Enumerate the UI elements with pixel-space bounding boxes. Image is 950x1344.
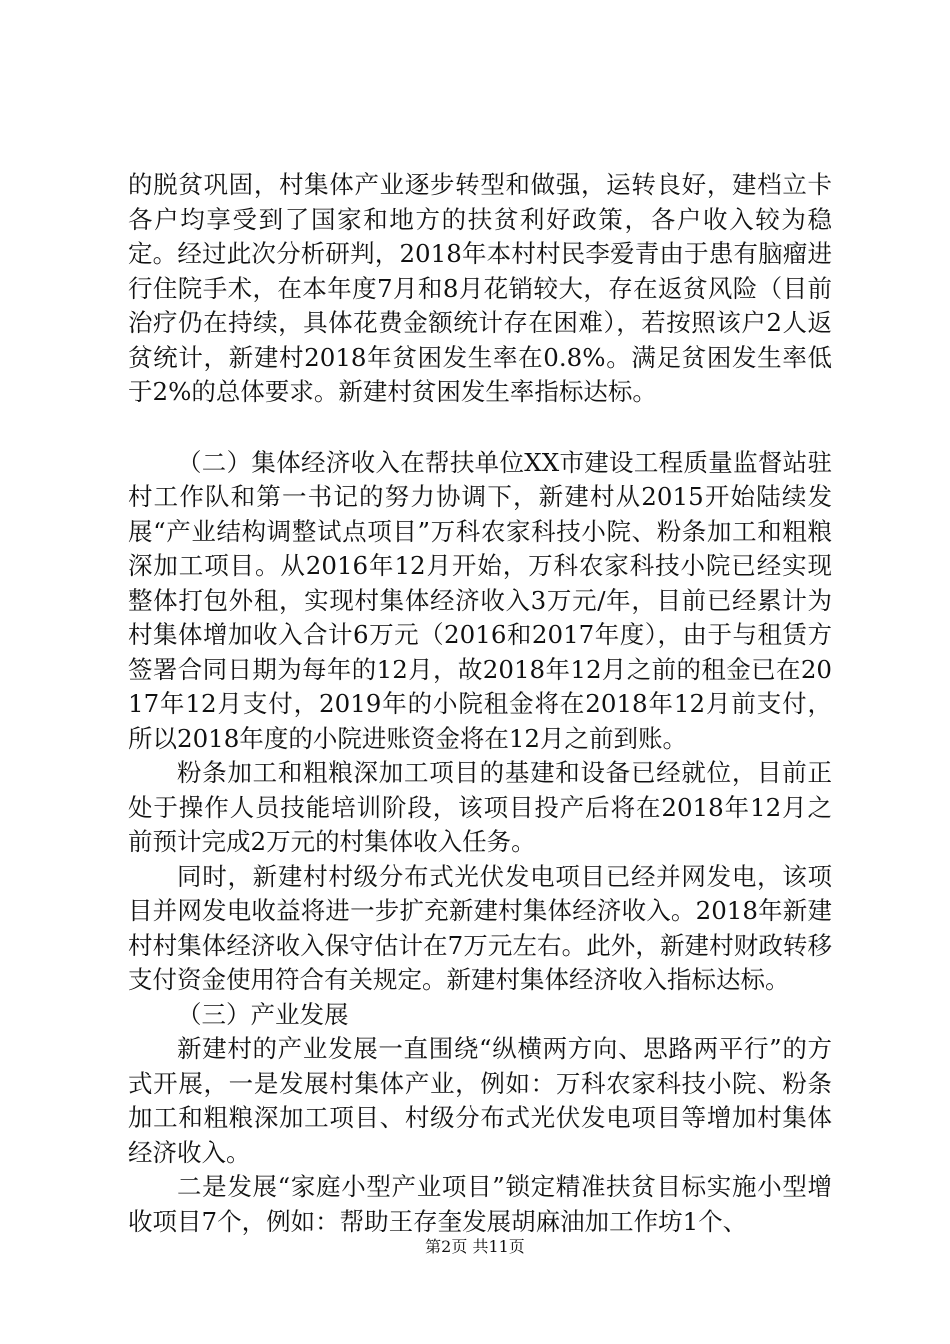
document-body — [128, 168, 832, 1239]
paragraph-processing-project: 粉条加工和粗粮深加工项目的基建和设备已经就位，目前正处于操作人员技能培训阶段，该项目投产后将在2018年12月之前预计完成2万元的村集体收入任务。 — [128, 758, 832, 856]
section-heading-industry: （三）产业发展 — [177, 999, 349, 1029]
paragraph-spacer — [128, 410, 832, 446]
paragraph-photovoltaic: 同时，新建村村级分布式光伏发电项目已经并网发电，该项目并网发电收益将进一步扩充新建村集体经济收入。2018年新建村村集体经济收入保守估计在7万元左右。此外，新建村财政转移支付资金使用符合有关规定。新建村集体经济收入指标达标。 — [128, 861, 832, 994]
paragraph-industry-development: 新建村的产业发展一直围绕“纵横两方向、思路两平行”的方式开展，一是发展村集体产业，例如：万科农家科技小院、粉条加工和粗粮深加工项目、村级分布式光伏发电项目等增加村集体经济收入。 — [128, 1034, 832, 1167]
paragraph-collective-income: （二）集体经济收入在帮扶单位XX市建设工程质量监督站驻村工作队和第一书记的努力协调下，新建村从2015开始陆续发展“产业结构调整试点项目”万科农家科技小院、粉条加工和粗粮深加工项目。从2016年12月开始，万科农家科技小院已经实现整体打包外租，实现村集体经济收入3万元/年，目前已经累计为村集体增加收入合计6万元（2016和2017年度），由于与租赁方签署合同日期为每年的12月，故2018年12月之前的租金已在2017年12月支付，2019年的小院租金将在2018年12月前支付，所以2018年度的小院进账资金将在12月之前到账。 — [128, 447, 832, 753]
paragraph-poverty-rate: 的脱贫巩固，村集体产业逐步转型和做强，运转良好，建档立卡各户均享受到了国家和地方的扶贫利好政策，各户收入较为稳定。经过此次分析研判，2018年本村村民李爱青由于患有脑瘤进行住院手术，在本年度7月和8月花销较大，存在返贫风险（目前治疗仍在持续，具体花费金额统计存在困难），若按照该户2人返贫统计，新建村2018年贫困发生率在0.8%。满足贫困发生率低于2%的总体要求。新建村贫困发生率指标达标。 — [128, 170, 832, 406]
paragraph-household-projects: 二是发展“家庭小型产业项目”锁定精准扶贫目标实施小型增收项目7个，例如：帮助王存奎发展胡麻油加工作坊1个、 — [128, 1172, 832, 1236]
page-number: 第2页 共11页 — [425, 1237, 525, 1256]
